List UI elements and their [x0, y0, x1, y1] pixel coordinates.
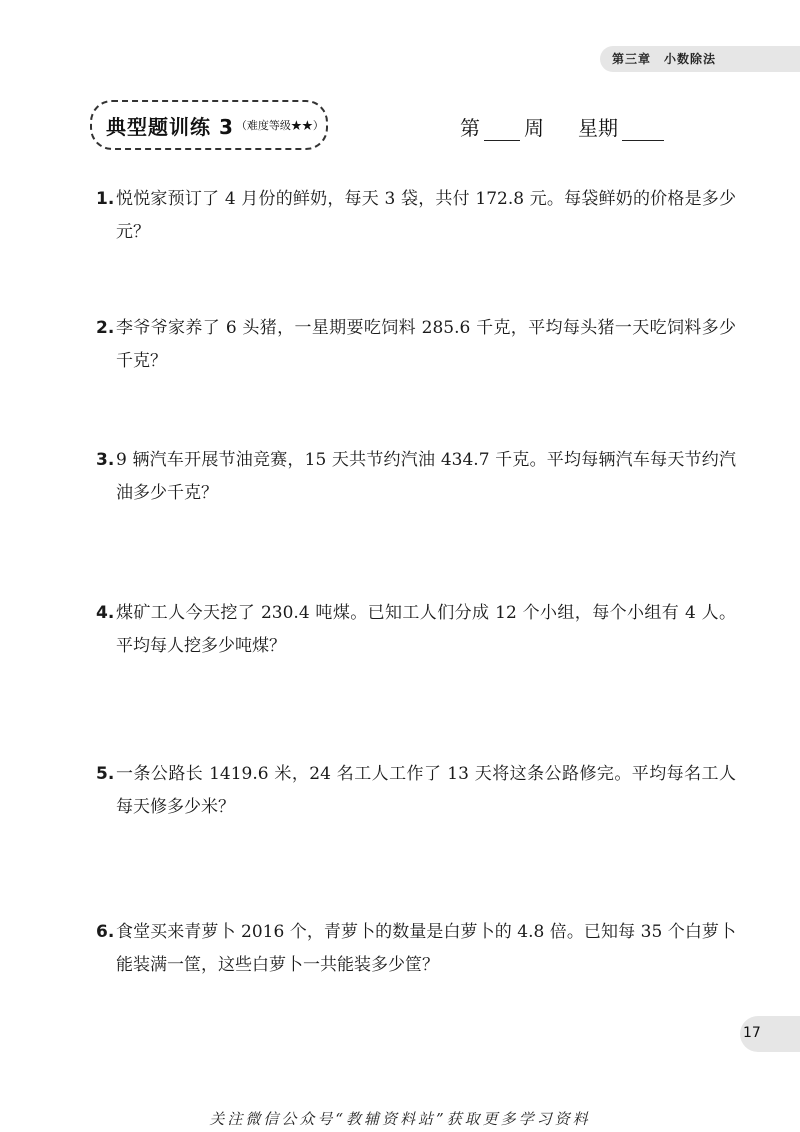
week-blank — [484, 120, 520, 141]
problem-text: 李爷爷家养了 6 头猪，一星期要吃饲料 285.6 千克，平均每头猪一天吃饲料多少千克？ — [116, 318, 736, 371]
problem-4 — [96, 597, 736, 663]
problem-text: 9 辆汽车开展节油竞赛，15 天共节约汽油 434.7 千克。平均每辆汽车每天节约汽油多少千克？ — [116, 450, 736, 503]
problem-text: 煤矿工人今天挖了 230.4 吨煤。已知工人们分成 12 个小组，每个小组有 4 人。平均每人挖多少吨煤？ — [116, 603, 736, 656]
week-suffix: 周 — [524, 116, 544, 140]
problem-text: 食堂买来青萝卜 2016 个，青萝卜的数量是白萝卜的 4.8 倍。已知每 35 个白萝卜能装满一筐，这些白萝卜一共能装多少筐？ — [116, 922, 736, 975]
chapter-heading: 第三章 小数除法 — [612, 52, 717, 66]
problem-5 — [96, 758, 736, 824]
problem-6 — [96, 916, 736, 982]
problem-text: 悦悦家预订了 4 月份的鲜奶，每天 3 袋，共付 172.8 元。每袋鲜奶的价格是多少元？ — [116, 189, 736, 242]
section-header — [90, 100, 328, 150]
problem-number: 4. — [96, 603, 115, 623]
problem-text: 一条公路长 1419.6 米，24 名工人工作了 13 天将这条公路修完。平均每名工人每天修多少米？ — [116, 764, 736, 817]
weekday-blank — [622, 120, 664, 141]
footer-watermark: 关注微信公众号“教辅资料站”获取更多学习资料 — [209, 1110, 591, 1128]
problem-number: 3. — [96, 450, 115, 470]
week-weekday-line — [460, 112, 668, 141]
problem-1 — [96, 183, 736, 249]
week-prefix: 第 — [460, 116, 480, 140]
problem-number: 1. — [96, 189, 115, 209]
problem-3 — [96, 444, 736, 510]
section-title: 典型题训练 3 — [106, 114, 234, 139]
problem-2 — [96, 312, 736, 378]
problem-number: 2. — [96, 318, 115, 338]
weekday-label: 星期 — [578, 116, 618, 140]
difficulty-label: （难度等级★★） — [235, 119, 324, 132]
problem-number: 6. — [96, 922, 115, 942]
page-number: 17 — [743, 1025, 761, 1041]
problem-number: 5. — [96, 764, 115, 784]
